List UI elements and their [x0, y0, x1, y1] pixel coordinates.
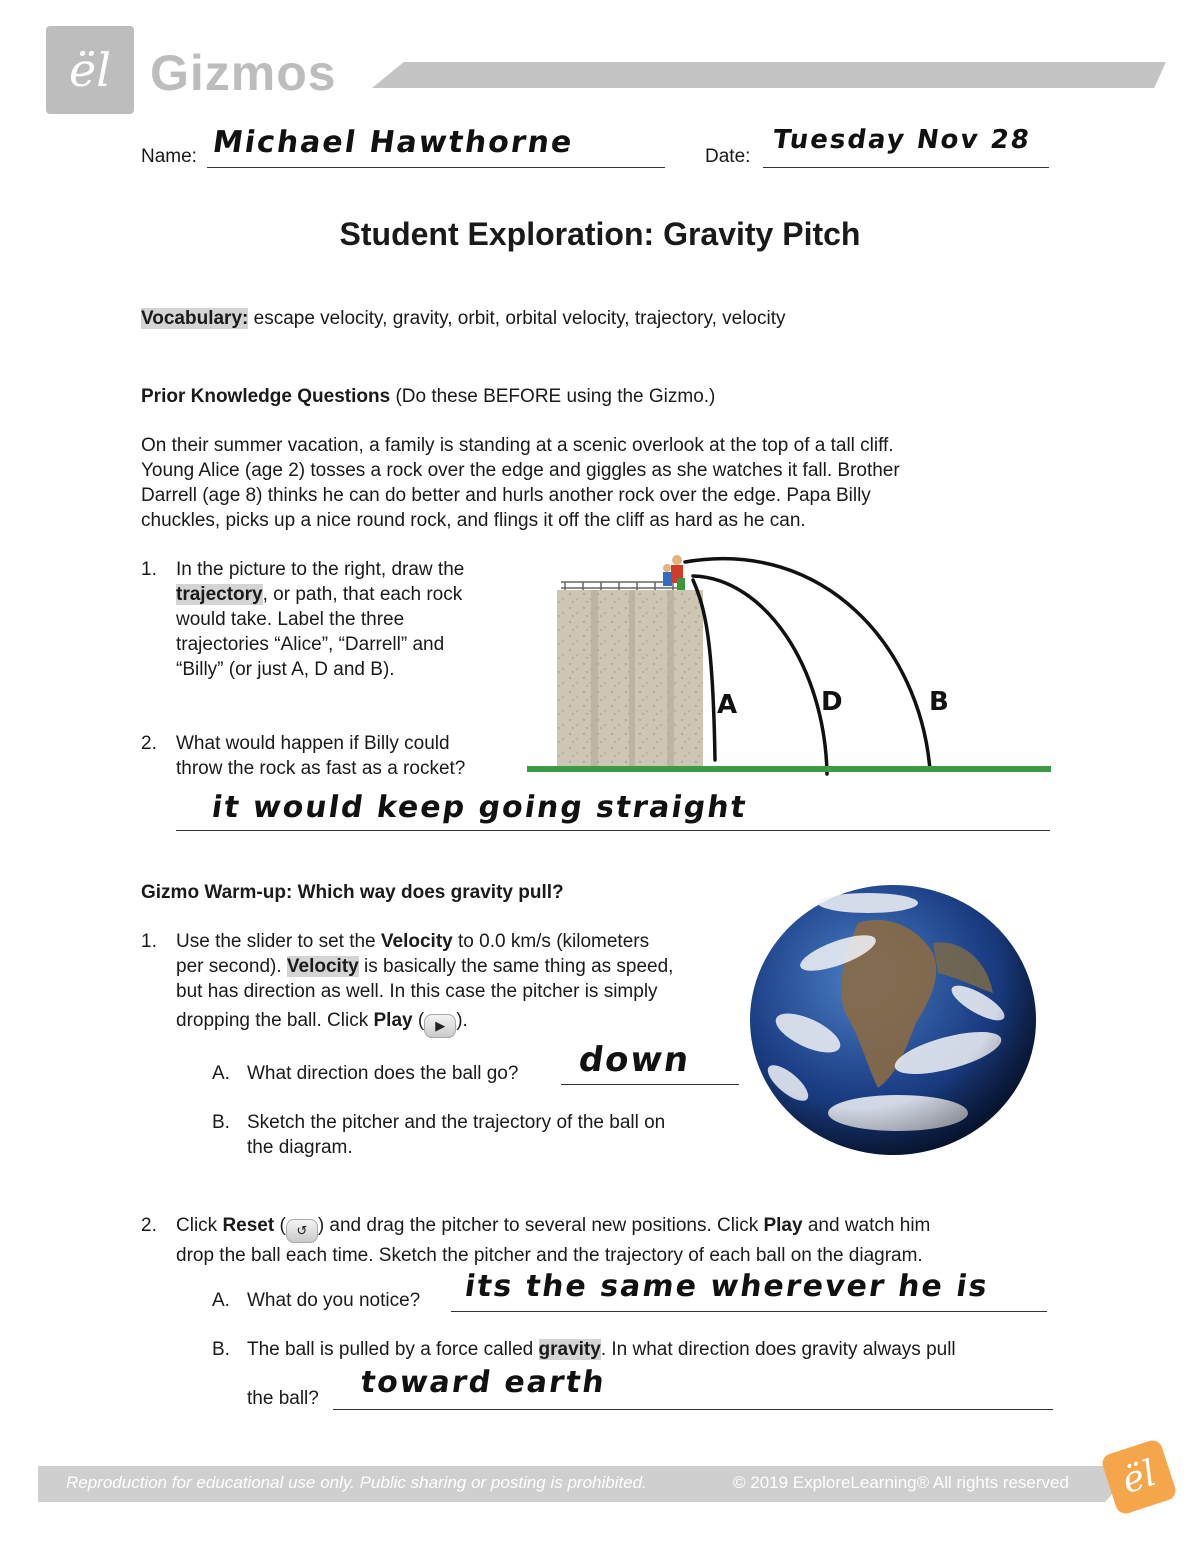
q2-number: 2.	[141, 733, 157, 754]
wq1-velocity: Velocity	[380, 931, 453, 952]
cliff-diagram[interactable]	[525, 548, 1055, 783]
wq2-text: drop the ball each time. Sketch the pitcher and the trajectory of each ball on the diagram.	[176, 1245, 923, 1266]
wq1-text: (	[412, 1010, 425, 1031]
q2-answer-field[interactable]	[176, 790, 1050, 831]
name-value: Michael Hawthorne	[210, 125, 576, 160]
wq2b-answer-field[interactable]	[333, 1365, 1053, 1410]
family-figures	[663, 555, 685, 590]
wq2a-answer: its the same wherever he is	[462, 1269, 992, 1304]
warmup-heading: Gizmo Warm-up: Which way does gravity pull?	[141, 882, 564, 903]
warmup-q2-text	[176, 1213, 1056, 1268]
q1-text	[176, 557, 536, 682]
wq1a-label: A.	[212, 1063, 230, 1084]
wq2-text: ) and drag the pitcher to several new positions. Click	[317, 1215, 764, 1236]
prior-knowledge-heading	[141, 384, 715, 409]
explorelearning-logo: ël	[1100, 1438, 1178, 1516]
gizmos-logo: ël	[46, 26, 134, 114]
wq2a-answer-field[interactable]	[451, 1269, 1047, 1312]
brand-name: Gizmos	[150, 45, 337, 101]
wq1b-line: Sketch the pitcher and the trajectory of the ball on	[247, 1112, 666, 1133]
vocabulary	[141, 306, 785, 331]
wq1-text: to 0.0 km/s (kilometers	[452, 931, 650, 952]
wq2b-text	[247, 1337, 1057, 1362]
wq1b-line: the diagram.	[247, 1137, 353, 1158]
header-bar	[372, 62, 1166, 88]
wq2b-line2: the ball?	[247, 1388, 319, 1409]
wq2a-text: What do you notice?	[247, 1290, 421, 1311]
cliff	[557, 590, 703, 768]
wq1-text: but has direction as well. In this case the pitcher is simply	[176, 981, 658, 1002]
prior-note: (Do these BEFORE using the Gizmo.)	[395, 386, 716, 407]
wq2a-label: A.	[212, 1290, 230, 1311]
name-label: Name:	[141, 146, 197, 167]
wq2-reset: Reset	[222, 1215, 275, 1236]
warmup-q1-text	[176, 929, 756, 1038]
wq1-text: dropping the ball. Click	[176, 1010, 374, 1031]
wq1-text: Use the slider to set the	[176, 931, 381, 952]
q2-line: throw the rock as fast as a rocket?	[176, 758, 466, 779]
wq2-play: Play	[763, 1215, 803, 1236]
q2-text	[176, 731, 536, 781]
date-label: Date:	[705, 146, 751, 167]
play-button-icon: ▶	[424, 1014, 456, 1038]
vocabulary-label: Vocabulary:	[141, 308, 249, 329]
wq2b-gravity-term: gravity	[538, 1339, 601, 1360]
intro-line: Darrell (age 8) thinks he can do better and hurls another rock over the edge. Papa Billy	[141, 485, 871, 506]
wq1-text: per second).	[176, 956, 287, 977]
name-field[interactable]	[207, 125, 665, 168]
wq2b-answer: toward earth	[358, 1365, 609, 1400]
wq1b-text	[247, 1110, 737, 1160]
wq1-play: Play	[373, 1010, 413, 1031]
earth-image[interactable]	[748, 883, 1038, 1157]
wq1-text: ).	[456, 1010, 468, 1031]
wq1b-label: B.	[212, 1112, 230, 1133]
intro-line: chuckles, picks up a nice round rock, and flings it off the cliff as hard as he can.	[141, 510, 806, 531]
trajectories	[685, 559, 930, 774]
wq1-velocity-term: Velocity	[286, 956, 359, 977]
q2-line: What would happen if Billy could	[176, 733, 450, 754]
vocabulary-text: escape velocity, gravity, orbit, orbital velocity, trajectory, velocity	[253, 308, 786, 329]
q1-term: trajectory	[176, 584, 263, 605]
wq1a-answer: down	[576, 1040, 694, 1080]
footer-disclaimer: Reproduction for educational use only. Public sharing or posting is prohibited.	[66, 1473, 647, 1492]
date-value: Tuesday Nov 28	[770, 125, 1033, 155]
label-a: A	[717, 690, 738, 720]
intro-line: On their summer vacation, a family is standing at a scenic overlook at the top of a tall cliff.	[141, 435, 894, 456]
prior-heading-text: Prior Knowledge Questions	[141, 386, 391, 407]
wq1a-answer-field[interactable]	[561, 1040, 739, 1085]
page-title: Student Exploration: Gravity Pitch	[339, 216, 861, 252]
wq2b-label: B.	[212, 1339, 230, 1360]
wq2b-text-part: The ball is pulled by a force called	[247, 1339, 539, 1360]
q1-line: trajectories “Alice”, “Darrell” and	[176, 634, 445, 655]
q1-number: 1.	[141, 559, 157, 580]
label-d: D	[821, 687, 843, 717]
q1-line: would take. Label the three	[176, 609, 405, 630]
q1-line: In the picture to the right, draw the	[176, 559, 465, 580]
intro-paragraph	[141, 433, 1061, 533]
reset-button-icon: ↺	[286, 1219, 318, 1243]
wq1a-text: What direction does the ball go?	[247, 1063, 519, 1084]
wq2-text: (	[274, 1215, 286, 1236]
intro-line: Young Alice (age 2) tosses a rock over the edge and giggles as she watches it fall. Brother	[141, 460, 900, 481]
wq2-text: Click	[176, 1215, 223, 1236]
wq2b-text-part: . In what direction does gravity always pull	[600, 1339, 956, 1360]
wq1-text: is basically the same thing as speed,	[358, 956, 674, 977]
warmup-q1-number: 1.	[141, 931, 157, 952]
warmup-q2-number: 2.	[141, 1215, 157, 1236]
date-field[interactable]	[763, 125, 1049, 168]
wq2-text: and watch him	[802, 1215, 931, 1236]
q1-line: “Billy” (or just A, D and B).	[176, 659, 395, 680]
footer-copyright: © 2019 ExploreLearning® All rights reserved	[733, 1473, 1069, 1492]
label-b: B	[929, 687, 949, 717]
q1-line: , or path, that each rock	[262, 584, 463, 605]
q2-answer: it would keep going straight	[209, 790, 750, 825]
ground	[527, 766, 1051, 772]
